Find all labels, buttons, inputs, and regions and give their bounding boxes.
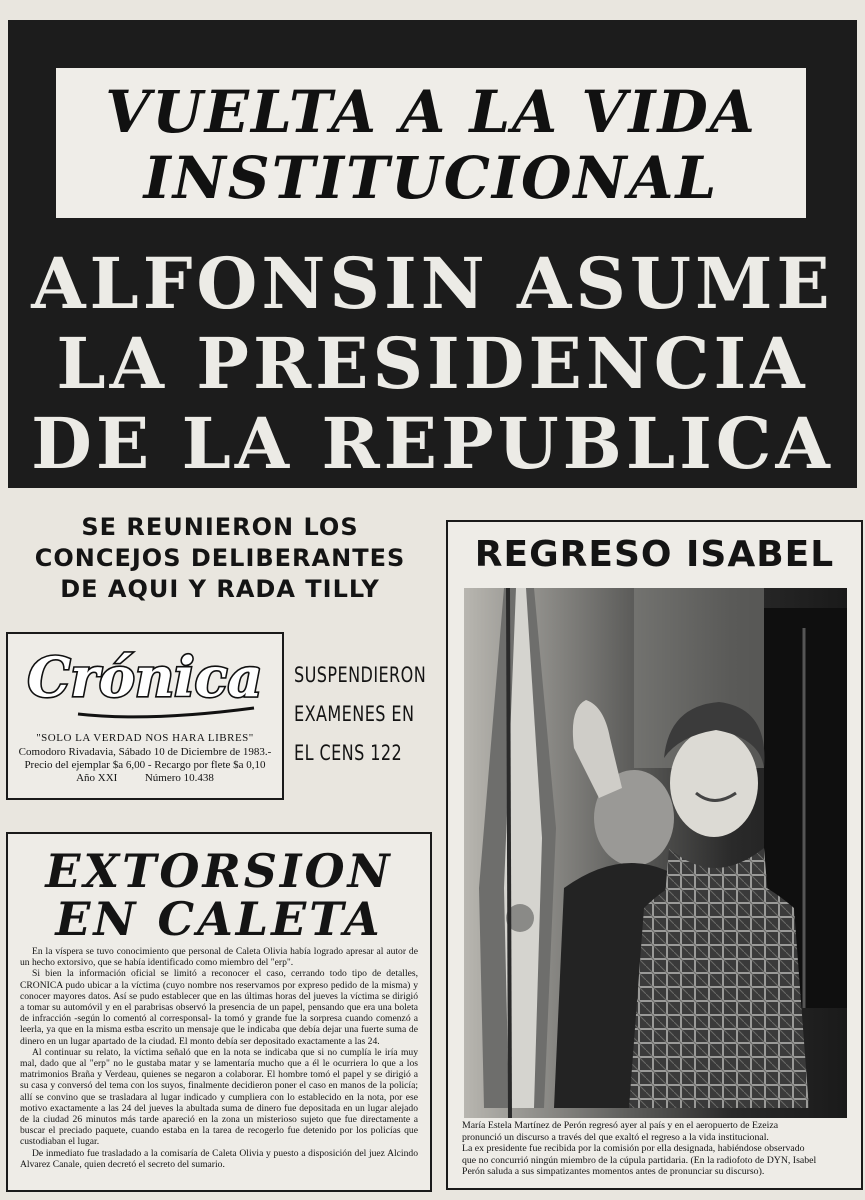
logo-text: Crónica: [27, 645, 263, 709]
concejos-line-3: DE AQUI Y RADA TILLY: [60, 575, 380, 603]
main-headline-line-1: ALFONSIN ASUME: [31, 242, 834, 325]
price-line: Precio del ejemplar $a 6,00 - Recargo por flete $a 0,10: [24, 759, 266, 771]
story-paragraph: En la víspera se tuvo conocimiento que personal de Caleta Olivia había logrado apresar al autor de un hecho extorsivo, que se había identificado como miembro del "erp".: [20, 946, 418, 969]
concejos-line-1: SE REUNIERON LOS: [81, 513, 359, 541]
kicker-box: [56, 68, 806, 218]
caption-line: María Estela Martínez de Perón regresó ayer al país y en el aeropuerto de Ezeiza: [462, 1120, 779, 1131]
photo-caption: [462, 1120, 848, 1178]
extorsion-title-line-2: EN CALETA: [55, 892, 383, 946]
extorsion-story: [6, 832, 432, 1192]
suspendieron-line-1: SUSPENDIERON: [294, 663, 427, 687]
issue-line: Año XXI Número 10.438: [76, 772, 214, 784]
main-headline-line-2: LA PRESIDENCIA: [56, 322, 809, 405]
caption-line: Perón saluda a sus simpatizantes momentos antes de pronunciar su discurso).: [462, 1166, 765, 1178]
story-paragraph: De inmediato fue trasladado a la comisaría de Caleta Olivia y puesto a disposición del juez Alcindo Alvarez Canale, quien decretó el secreto del sumario.: [20, 1147, 418, 1170]
cronica-logo: [18, 638, 272, 724]
caption-line: pronunció un discurso a través del que exaltó el regreso a la vida institucional.: [462, 1131, 769, 1143]
dateline: Comodoro Rivadavia, Sábado 10 de Diciembre de 1983.-: [18, 746, 272, 758]
suspendieron-line-3: EL CENS 122: [294, 741, 403, 765]
masthead-box: [6, 632, 284, 800]
isabel-photo: [464, 588, 847, 1118]
top-banner: [8, 20, 857, 488]
concejos-line-2: CONCEJOS DELIBERANTES: [34, 544, 406, 572]
suspendieron-headline: [294, 656, 434, 773]
concejos-headline: [10, 512, 430, 605]
suspendieron-line-2: EXAMENES EN: [294, 702, 415, 726]
photo-illustration: [464, 588, 847, 1118]
story-paragraph: Al continuar su relato, la víctima señaló que en la nota se indicaba que si no cumplía le iría muy mal, dado que al "erp" no le gustaba matar y se lamentaría mucho que a él le ocurriera lo que a los matrimonios Braña y Verdeau, quienes se negaron a colaborar. El hombre tomó el papel y se dirigió a su casa y conversó del tema con los suyos, finalmente decidieron poner el caso en manos de la policía; allí se convino que se trasladara al lugar indicado y cumpliera con lo establecido en la nota, por ese motivo exactamente a las 24 del jueves la abultada suma de dinero fue depositada en un lugar alejado de la ciudad 26 minutos más tarde apareció en la zona un misterioso sujeto que fue directamente a buscar el preciado paquete, cuando estaba en la tarea de recogerlo fue detenido por los policías que custodiaban el lugar.: [20, 1046, 418, 1148]
kicker-line-1: VUELTA A LA VIDA: [105, 78, 757, 146]
kicker-line-2: INSTITUCIONAL: [143, 144, 719, 212]
main-headline-line-3: DE LA REPUBLICA: [31, 402, 834, 485]
extorsion-title-line-1: EXTORSION: [45, 844, 393, 898]
extorsion-body: [20, 946, 418, 1170]
motto: "SOLO LA VERDAD NOS HARA LIBRES": [36, 732, 254, 744]
isabel-story: [446, 520, 863, 1190]
isabel-title: REGRESO ISABEL: [474, 534, 835, 575]
caption-line: La ex presidente fue recibida por la comisión por ella designada, habiéndose observado: [462, 1143, 805, 1155]
story-paragraph: Si bien la información oficial se limitó a reconocer el caso, cerrando todo tipo de detalles, CRONICA pudo ubicar a la víctima (cuyo nombre nos reservamos por expreso pedido de la misma) y conocer mayores datos. Así se pudo establecer que en las últimas horas del jueves la víctima se dirigió a tomar su automóvil y en el parabrisas observó la presencia de un papel, pensando que era una boleta de infracción -según lo comentó al corresponsal- la tomó y grande fue la sorpresa cuando comenzó a leerla, ya que en la misma estba escrito un mensaje que le indicaba que debía dejar una fuerte suma de dinero en un lugar apartado de la ciudad. El monto debía ser depositado exactamente a las 24.: [20, 968, 418, 1047]
caption-line: que no concurrió ningún miembro de la cúpula partidaria. (En la radiofoto de DYN, Isabel: [462, 1154, 817, 1166]
